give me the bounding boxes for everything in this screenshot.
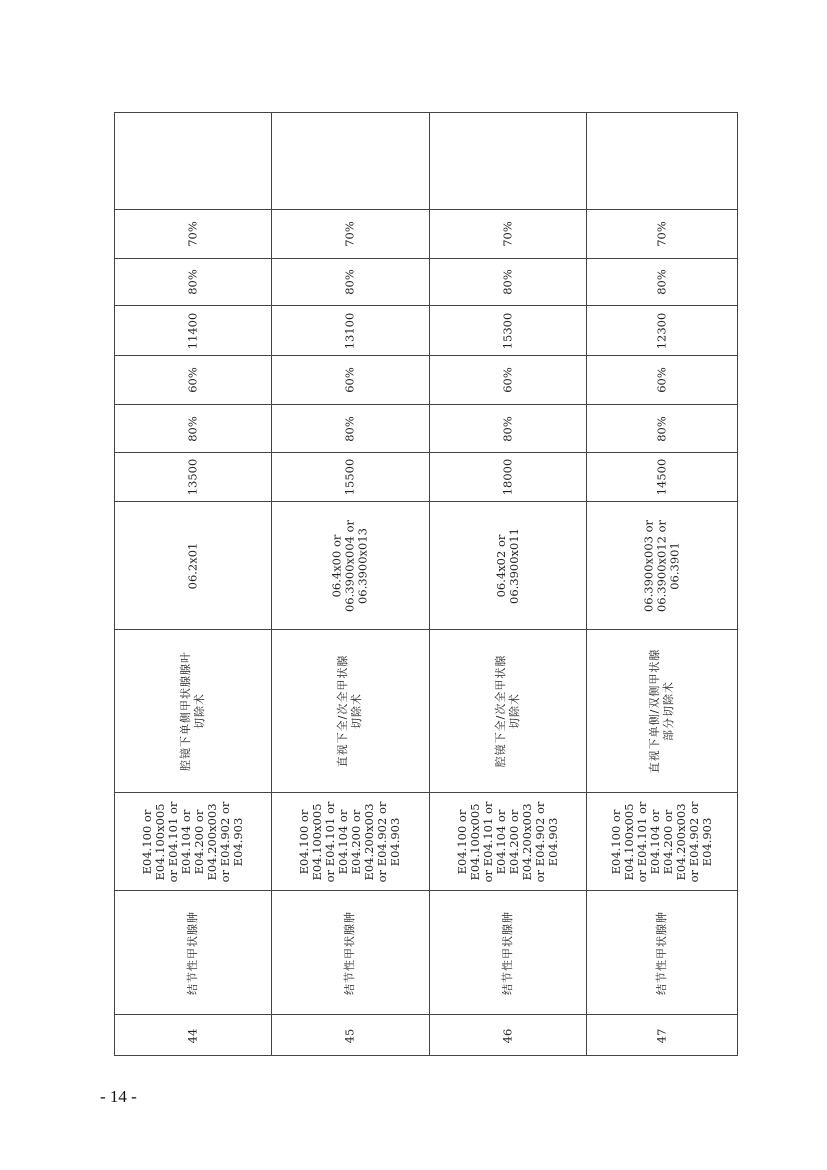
disease-name-cell-text: 结节性甲状腺肿 [500, 910, 514, 995]
cell-line: 切除术 [507, 693, 521, 729]
cell-line: 06.3900x012 or [654, 519, 669, 612]
ratio-cell-4-text: 70% [342, 221, 357, 247]
fee-cell-1-text: 13500 [185, 458, 199, 496]
table-row [429, 112, 586, 1056]
cell-line: or E04.902 or [217, 801, 232, 882]
ratio-cell-1-text: 80% [185, 415, 199, 442]
cell-line: E04.200 or [661, 809, 675, 874]
procedure-name-cell-text [648, 649, 676, 774]
cell-line: 06.4x02 or [493, 534, 508, 597]
procedure-code-cell [271, 501, 429, 629]
procedure-name-cell-text [494, 655, 522, 768]
fee-cell-2 [586, 305, 738, 355]
disease-name-cell [271, 890, 429, 1014]
cell-line: 腔镜下全/次全甲状腺 [493, 654, 507, 768]
cell-line: 切除术 [192, 693, 206, 729]
cell-line: E04.100 or [454, 809, 469, 874]
ratio-cell-3-text: 80% [185, 269, 199, 295]
ratio-cell-2-text: 60% [185, 367, 199, 393]
procedure-code-cell-text [495, 528, 521, 604]
cell-line: E04.100x005 [467, 802, 482, 881]
ratio-cell-4 [271, 209, 429, 258]
fee-cell-2-text: 15300 [500, 312, 514, 349]
cell-line: E04.100 or [609, 809, 623, 874]
fee-cell-1-text: 15500 [342, 458, 357, 496]
cell-line: E04.903 [545, 817, 560, 866]
ratio-cell-2-text: 60% [654, 367, 669, 393]
ratio-cell-4 [429, 209, 586, 258]
cell-line: or E04.902 or [687, 801, 701, 882]
fee-cell-2 [114, 305, 271, 355]
cell-line: E04.100 or [297, 809, 311, 874]
diagnosis-code-cell-text [141, 801, 245, 882]
cell-line: 直视下全/次全甲状腺 [336, 654, 349, 768]
cell-line: or E04.902 or [375, 801, 389, 882]
ratio-cell-3 [586, 258, 738, 305]
remark-cell [271, 112, 429, 209]
ratio-cell-2-text: 60% [500, 367, 514, 393]
cell-line: E04.200x003 [519, 802, 534, 881]
procedure-code-cell [429, 501, 586, 629]
cell-line: E04.903 [230, 817, 245, 866]
diagnosis-code-cell [586, 792, 738, 890]
disease-name-cell [114, 890, 271, 1014]
ratio-cell-2 [114, 355, 271, 404]
serial-number-cell-text: 46 [500, 1028, 514, 1043]
ratio-cell-3-text: 80% [654, 269, 669, 295]
cell-line: E04.200 or [349, 809, 363, 874]
remark-cell [586, 112, 738, 209]
cell-line: 06.3900x011 [506, 527, 521, 604]
cell-line: E04.200 or [191, 809, 206, 874]
cell-line: E04.104 or [336, 809, 350, 874]
ratio-cell-3 [429, 258, 586, 305]
cell-line: E04.100x005 [622, 802, 636, 881]
disease-name-cell [429, 890, 586, 1014]
serial-number-cell [429, 1014, 586, 1056]
remark-cell [114, 112, 271, 209]
disease-name-cell-text: 结节性甲状腺肿 [655, 910, 668, 995]
diagnosis-code-cell [114, 792, 271, 890]
ratio-cell-1-text: 80% [500, 415, 514, 442]
ratio-cell-3 [271, 258, 429, 305]
table-row [586, 112, 738, 1056]
row-divider [429, 112, 430, 1056]
cell-line: E04.100x005 [310, 802, 324, 881]
cell-line: or E04.902 or [532, 801, 547, 882]
serial-number-cell-text: 45 [342, 1028, 357, 1043]
fee-cell-1 [114, 452, 271, 501]
ratio-cell-1 [271, 404, 429, 452]
disease-name-cell-text: 结节性甲状腺肿 [343, 910, 356, 995]
cell-line: E04.903 [700, 817, 714, 866]
serial-number-cell [114, 1014, 271, 1056]
ratio-cell-3 [114, 258, 271, 305]
table-row [114, 112, 271, 1056]
procedure-name-cell-text [336, 655, 364, 768]
cell-line: E04.104 or [493, 809, 508, 874]
cell-line: or E04.101 or [323, 801, 337, 882]
cell-line: 直视下单侧/双侧甲状腺 [648, 648, 661, 774]
procedure-name-cell [429, 629, 586, 792]
cell-line: 06.3900x003 or [641, 519, 656, 612]
fee-cell-1-text: 14500 [654, 458, 669, 496]
table-row [271, 112, 429, 1056]
ratio-cell-1 [429, 404, 586, 452]
cell-line: 腔镜下单侧甲状腺腺叶 [178, 651, 192, 771]
ratio-cell-2 [429, 355, 586, 404]
cell-line: or E04.101 or [480, 801, 495, 882]
procedure-name-cell [586, 629, 738, 792]
cell-line: E04.903 [388, 817, 402, 866]
ratio-cell-3-text: 80% [342, 269, 357, 295]
fee-cell-1 [586, 452, 738, 501]
cell-line: E04.200 or [506, 809, 521, 874]
serial-number-cell [586, 1014, 738, 1056]
procedure-code-cell [586, 501, 738, 629]
page-number: - 14 - [100, 1087, 137, 1106]
fee-cell-1-text: 18000 [500, 458, 514, 496]
cell-line: 切除术 [350, 693, 363, 729]
disease-name-cell-text: 结节性甲状腺肿 [185, 910, 199, 995]
cell-line: E04.104 or [178, 809, 193, 874]
fee-cell-2 [429, 305, 586, 355]
cell-line: E04.100 or [139, 809, 154, 874]
diagnosis-code-cell-text [610, 801, 714, 882]
cell-line: 06.3900x013 [355, 527, 370, 604]
serial-number-cell [271, 1014, 429, 1056]
ratio-cell-4-text: 70% [185, 221, 199, 247]
cell-line: E04.200x003 [204, 802, 219, 881]
procedure-code-cell [114, 501, 271, 629]
diagnosis-code-cell-text [456, 801, 560, 882]
cell-line: 06.2x01 [185, 542, 199, 589]
procedure-code-cell-text [331, 519, 370, 611]
cell-line: E04.200x003 [362, 802, 376, 881]
fee-cell-1 [429, 452, 586, 501]
ratio-cell-1 [114, 404, 271, 452]
cell-line: or E04.101 or [635, 801, 649, 882]
procedure-code-cell-text [643, 519, 682, 611]
row-divider [586, 112, 587, 1056]
rotated-table [114, 112, 738, 1056]
fee-cell-1 [271, 452, 429, 501]
ratio-cell-1-text: 80% [342, 415, 357, 442]
row-divider [271, 112, 272, 1056]
fee-cell-2-text: 13100 [342, 312, 357, 349]
cell-line: E04.200x003 [674, 802, 688, 881]
fee-cell-2-text: 12300 [654, 312, 669, 349]
diagnosis-code-cell [429, 792, 586, 890]
disease-name-cell [586, 890, 738, 1014]
procedure-name-cell [114, 629, 271, 792]
cell-line: 06.3900x004 or [342, 519, 357, 612]
cell-line: E04.104 or [648, 809, 662, 874]
serial-number-cell-text: 47 [654, 1028, 669, 1043]
ratio-cell-2-text: 60% [342, 367, 357, 393]
cell-line: or E04.101 or [165, 801, 180, 882]
ratio-cell-4 [586, 209, 738, 258]
procedure-code-cell-text [186, 542, 199, 589]
serial-number-cell-text: 44 [185, 1028, 199, 1043]
cell-line: 06.3901 [667, 541, 682, 590]
ratio-cell-3-text: 80% [500, 269, 514, 295]
ratio-cell-2 [271, 355, 429, 404]
procedure-name-cell [271, 629, 429, 792]
ratio-cell-2 [586, 355, 738, 404]
remark-cell [429, 112, 586, 209]
diagnosis-code-cell [271, 792, 429, 890]
fee-cell-2 [271, 305, 429, 355]
ratio-cell-1-text: 80% [654, 415, 669, 442]
cell-line: E04.100x005 [152, 802, 167, 881]
ratio-cell-4-text: 70% [500, 221, 514, 247]
ratio-cell-4 [114, 209, 271, 258]
procedure-name-cell-text [179, 651, 207, 771]
ratio-cell-1 [586, 404, 738, 452]
cell-line: 部分切除术 [662, 681, 675, 741]
cell-line: 06.4x00 or [329, 534, 344, 597]
ratio-cell-4-text: 70% [654, 221, 669, 247]
fee-cell-2-text: 11400 [185, 312, 199, 349]
diagnosis-code-cell-text [298, 801, 402, 882]
